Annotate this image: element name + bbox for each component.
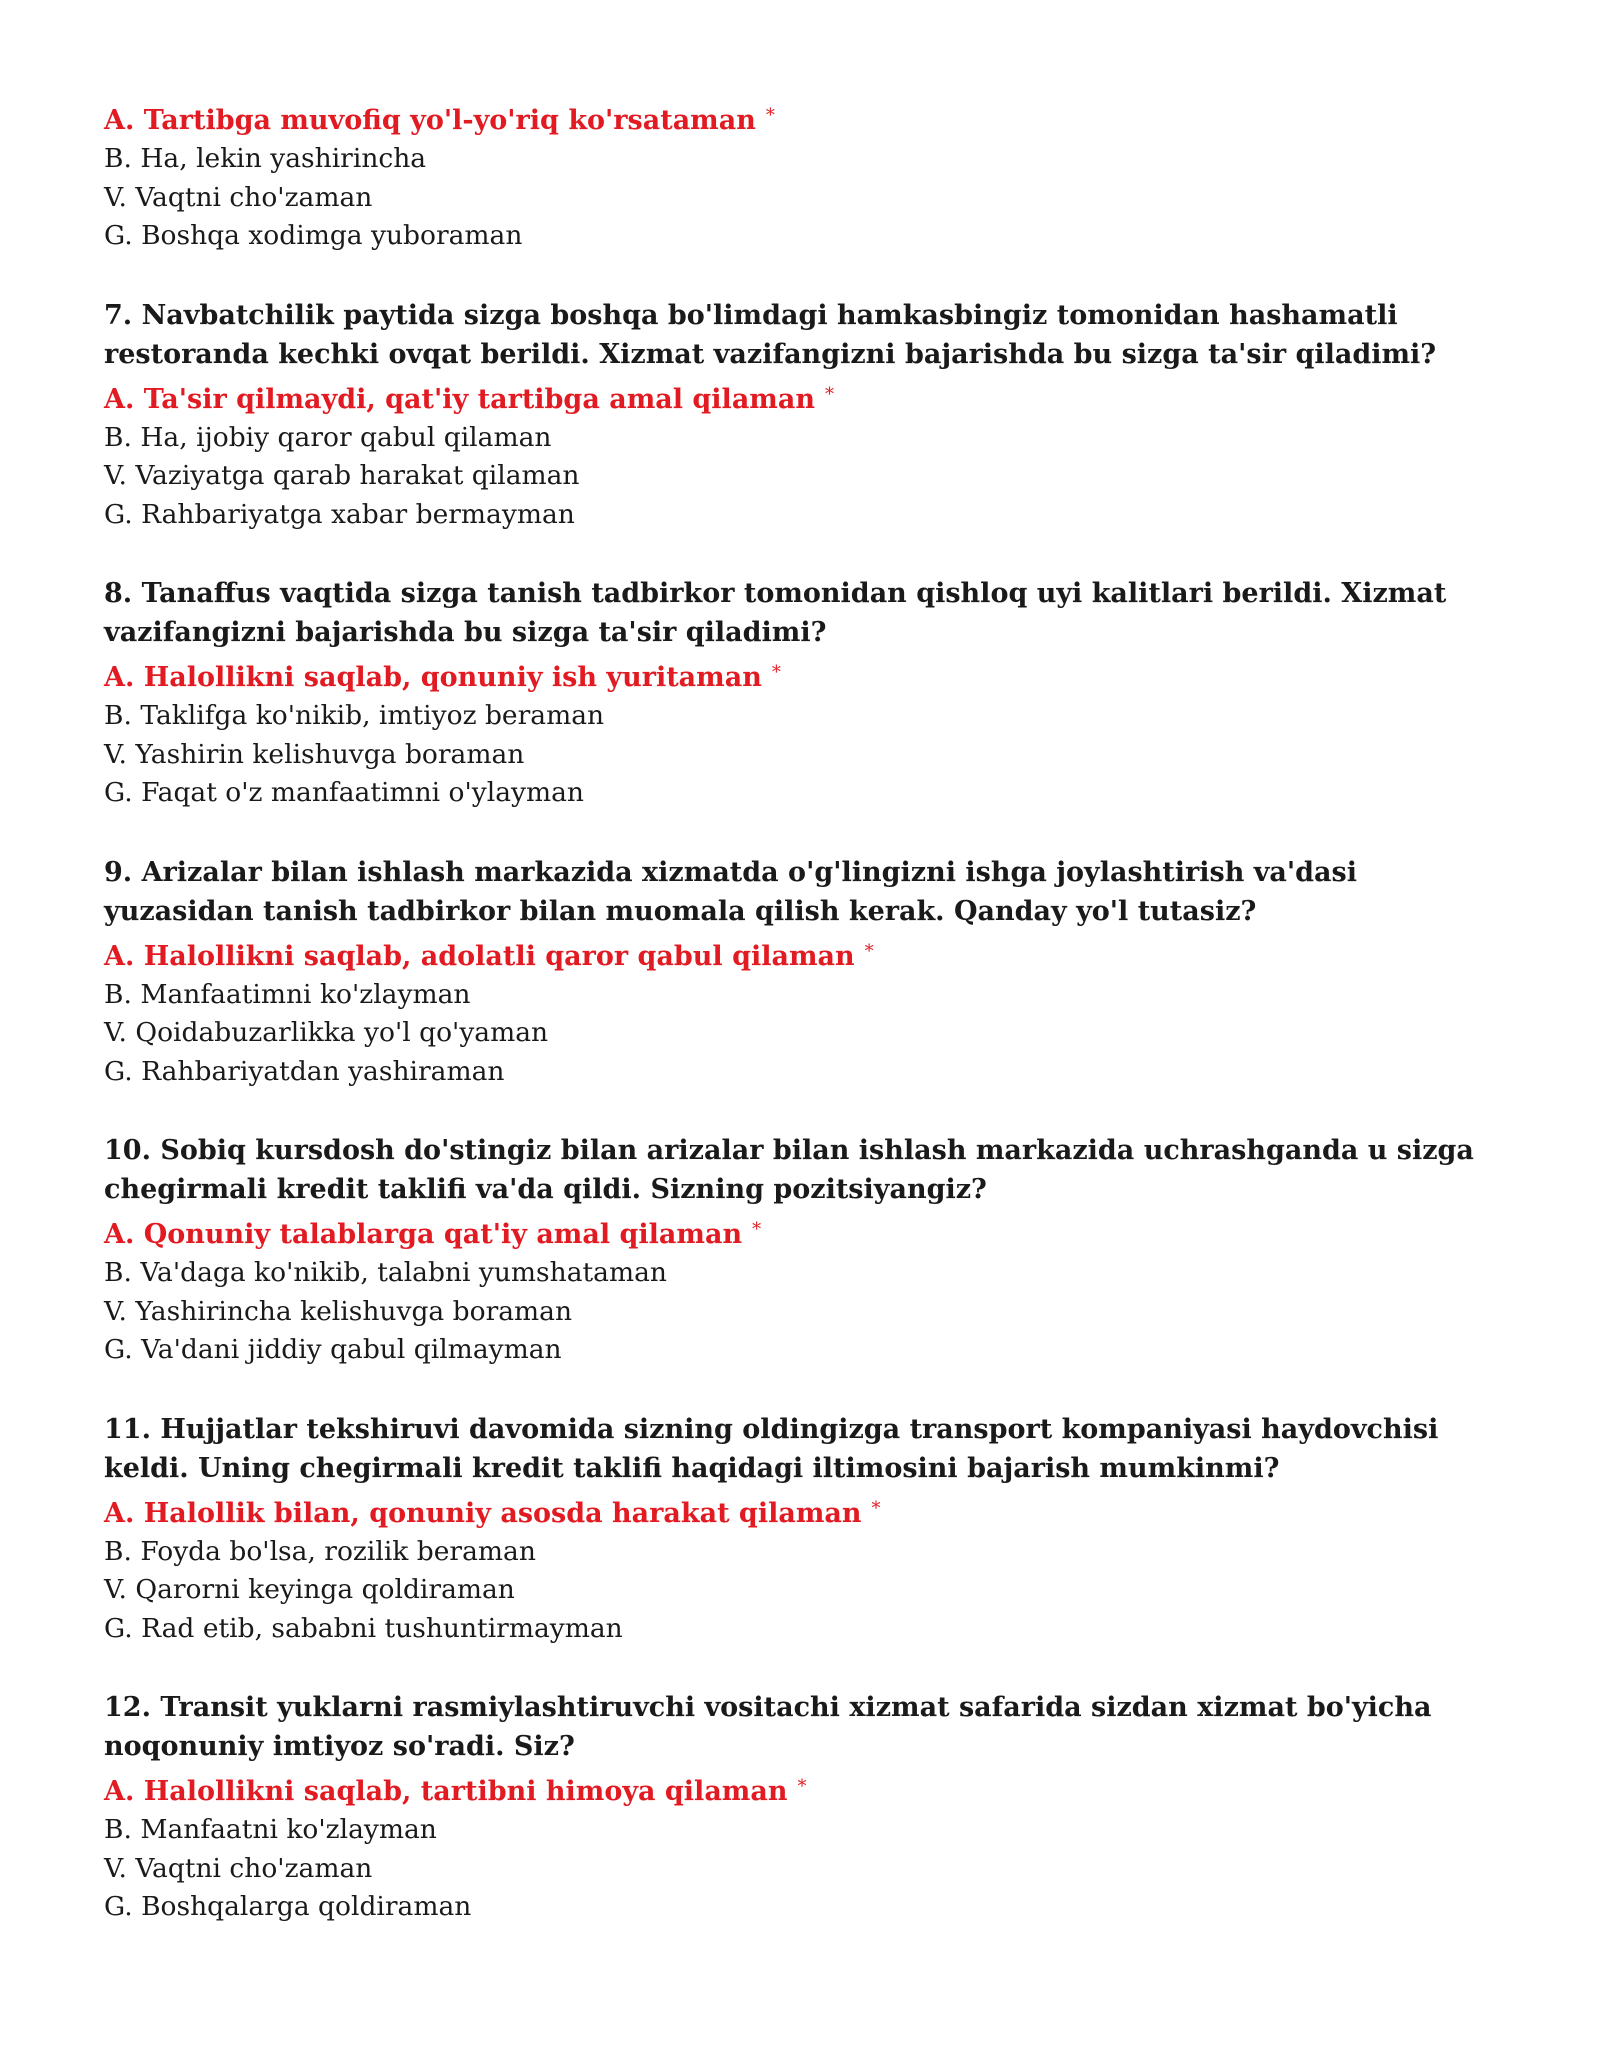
- correct-answer: A. Ta'sir qilmaydi, qat'iy tartibga amal qilaman *: [104, 383, 835, 415]
- answer-option: B. Manfaatni ko'zlayman: [104, 1814, 437, 1845]
- correct-mark: *: [871, 1497, 881, 1519]
- question-text: 11. Hujjatlar tekshiruvi davomida sizning oldingizga transport kompaniyasi haydovchisi keldi. Uning chegirmali kredit taklifi haqidagi iltimosini bajarish mumkinmi?: [104, 1413, 1439, 1484]
- correct-answer: A. Halollikni saqlab, tartibni himoya qilaman *: [104, 1776, 807, 1807]
- correct-mark: *: [864, 940, 874, 962]
- correct-mark: *: [752, 1219, 762, 1240]
- answer-option: G. Rahbariyatdan yashiraman: [104, 1055, 505, 1087]
- answer-option: G. Faqat o'z manfaatimni o'ylayman: [104, 777, 584, 808]
- question-text: 10. Sobiq kursdosh do'stingiz bilan arizalar bilan ishlash markazida uchrashganda u sizga chegirmali kredit taklifi va'da qildi. Sizning pozitsiyangiz?: [104, 1135, 1474, 1205]
- correct-mark: *: [771, 662, 781, 683]
- question-text: 8. Tanaffus vaqtida sizga tanish tadbirkor tomonidan qishloq uyi kalitlari berildi. Xizmat vazifangizni bajarishda bu sizga ta'sir qiladimi?: [104, 578, 1447, 648]
- correct-mark: *: [825, 383, 835, 405]
- correct-answer: A. Halollikni saqlab, qonuniy ish yuritaman *: [104, 662, 781, 693]
- question-text: 9. Arizalar bilan ishlash markazida xizmatda o'g'lingizni ishga joylashtirish va'dasi yuzasidan tanish tadbirkor bilan muomala qilish kerak. Qanday yo'l tutasiz?: [104, 856, 1358, 927]
- answer-option: V. Qoidabuzarlikka yo'l qo'yaman: [104, 1017, 549, 1048]
- question-block-6: [104, 96, 1496, 256]
- question-block-9: [104, 853, 1496, 1092]
- answer-option: B. Foyda bo'lsa, rozilik beraman: [104, 1535, 536, 1567]
- answer-option: G. Rad etib, sababni tushuntirmayman: [104, 1612, 623, 1644]
- question-block-12: [104, 1688, 1496, 1927]
- answer-option: G. Rahbariyatga xabar bermayman: [104, 498, 575, 530]
- answer-option: G. Boshqa xodimga yuboraman: [104, 220, 523, 251]
- answer-option: G. Va'dani jiddiy qabul qilmayman: [104, 1334, 562, 1365]
- answer-option: V. Vaqtni cho'zaman: [104, 1852, 373, 1884]
- correct-answer: A. Qonuniy talablarga qat'iy amal qilaman *: [104, 1219, 762, 1250]
- correct-answer: A. Halollik bilan, qonuniy asosda harakat qilaman *: [104, 1497, 881, 1529]
- correct-mark: *: [797, 1776, 807, 1797]
- correct-answer: A. Tartibga muvofiq yo'l-yo'riq ko'rsataman *: [104, 105, 775, 136]
- question-text: 12. Transit yuklarni rasmiylashtiruvchi vositachi xizmat safarida sizdan xizmat bo'yicha noqonuniy imtiyoz so'radi. Siz?: [104, 1692, 1432, 1762]
- correct-mark: *: [765, 105, 775, 126]
- answer-option: V. Vaqtni cho'zaman: [104, 181, 373, 213]
- answer-option: V. Yashirin kelishuvga boraman: [104, 738, 525, 770]
- answer-option: V. Qarorni keyinga qoldiraman: [104, 1574, 515, 1605]
- answer-option: B. Ha, lekin yashirincha: [104, 143, 427, 174]
- correct-answer: A. Halollikni saqlab, adolatli qaror qabul qilaman *: [104, 940, 874, 972]
- answer-option: B. Taklifga ko'nikib, imtiyoz beraman: [104, 700, 605, 731]
- answer-option: V. Vaziyatga qarab harakat qilaman: [104, 460, 580, 491]
- answer-option: B. Va'daga ko'nikib, talabni yumshataman: [104, 1257, 667, 1288]
- question-block-11: [104, 1410, 1496, 1649]
- answer-option: V. Yashirincha kelishuvga boraman: [104, 1295, 573, 1327]
- answer-option: B. Ha, ijobiy qaror qabul qilaman: [104, 421, 552, 453]
- question-block-7: [104, 296, 1496, 535]
- question-block-10: [104, 1131, 1496, 1370]
- question-text: 7. Navbatchilik paytida sizga boshqa bo'limdagi hamkasbingiz tomonidan hashamatli restoranda kechki ovqat berildi. Xizmat vazifangizni bajarishda bu sizga ta'sir qiladimi?: [104, 299, 1437, 370]
- answer-option: B. Manfaatimni ko'zlayman: [104, 978, 471, 1010]
- question-block-8: [104, 574, 1496, 813]
- answer-option: G. Boshqalarga qoldiraman: [104, 1891, 472, 1922]
